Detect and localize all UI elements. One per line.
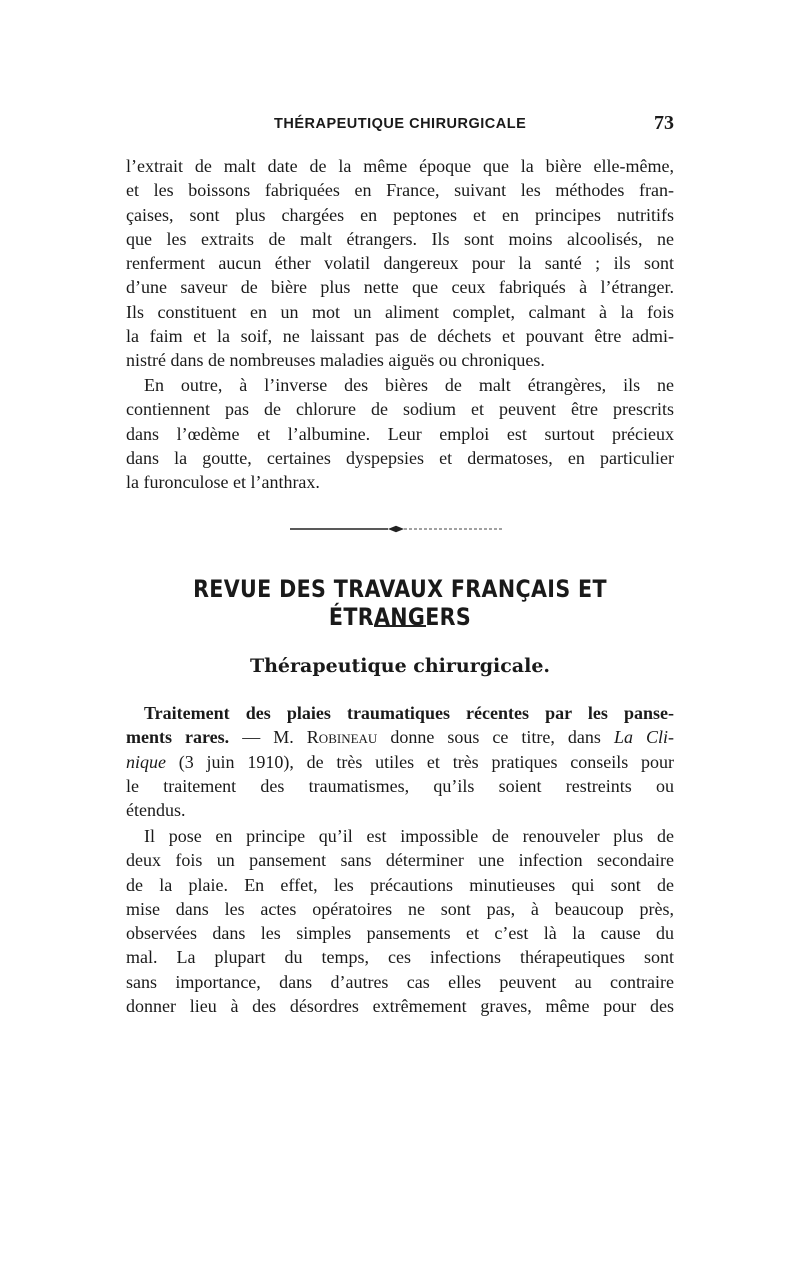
text-line: En outre, à l’inverse des bières de malt étrangères, ils ne <box>144 375 674 395</box>
text-line: le traitement des traumatismes, qu’ils soient restreints ou <box>126 775 674 796</box>
section-title: REVUE DES TRAVAUX FRANÇAIS ET ÉTRANGERS <box>193 575 607 631</box>
text-line: de la plaie. En effet, les précautions minutieuses qui sont de <box>126 874 674 895</box>
paragraph-malt-extract <box>126 154 674 373</box>
text-line: dans la goutte, certaines dyspepsies et dermatoses, en particulier <box>126 447 674 468</box>
text-line: dans l’œdème et l’albumine. Leur emploi est surtout précieux <box>126 423 674 444</box>
text-line: renferment aucun éther volatil dangereux pour la santé ; ils sont <box>126 253 674 274</box>
running-title: THÉRAPEUTIQUE CHIRURGICALE <box>274 116 527 132</box>
text-line: Il pose en principe qu’il est impossible de renouveler plus de <box>144 826 674 846</box>
article-title-line: Traitement des plaies traumatiques récentes par les panse- <box>144 703 674 723</box>
text-line <box>126 725 674 749</box>
text-line: çaises, sont plus chargées en peptones et en principes nutritifs <box>126 204 674 225</box>
text-line: la furonculose et l’anthrax. <box>126 472 320 493</box>
text-line: contiennent pas de chlorure de sodium et peuvent être prescrits <box>126 399 674 420</box>
text-line: et les boissons fabriquées en France, suivant les méthodes fran- <box>126 180 674 201</box>
text-fragment: donne sous ce titre, dans <box>377 727 614 748</box>
text-line: deux fois un pansement sans déterminer une infection secondaire <box>126 850 674 871</box>
article-paragraph <box>126 701 674 822</box>
article-title-end: ments rares. <box>126 727 230 748</box>
text-line: donner lieu à des désordres extrêmement graves, même pour des <box>126 996 674 1017</box>
text-line: l’extrait de malt date de la même époque que la bière elle-même, <box>126 156 674 176</box>
text-line: la faim et la soif, ne laissant pas de déchets et pouvant être admi- <box>126 326 674 347</box>
subsection-title: Thérapeutique chirurgicale. <box>249 655 551 677</box>
paragraph-inverse <box>126 373 674 494</box>
text-line: observées dans les simples pansements et c’est là la cause du <box>126 923 674 944</box>
text-fragment: (3 juin 1910), de très utiles et très pratiques conseils pour <box>166 751 674 772</box>
page-number: 73 <box>654 112 674 134</box>
short-rule <box>374 625 426 627</box>
text-line: que les extraits de malt étrangers. Ils sont moins alcoolisés, ne <box>126 228 674 249</box>
journal-name: La Cli- <box>613 727 674 748</box>
text-line: nistré dans de nombreuses maladies aiguës ou chroniques. <box>126 350 545 371</box>
text-line: d’une saveur de bière plus nette que ceux fabriqués à l’étranger. <box>126 277 674 298</box>
paragraph-principle <box>126 824 674 1018</box>
text-line: mal. La plupart du temps, ces infections thérapeutiques sont <box>126 947 674 968</box>
text-line: étendus. <box>126 800 186 821</box>
journal-name-cont: nique <box>126 751 166 772</box>
text-line: Ils constituent en un mot un aliment complet, calmant à la fois <box>126 301 674 322</box>
text-line: mise dans les actes opératoires ne sont pas, à beaucoup près, <box>126 898 674 919</box>
text-line <box>126 750 674 774</box>
dash-text: — M. <box>229 727 307 748</box>
running-header <box>126 112 674 140</box>
text-line <box>126 701 674 725</box>
author-name: Robineau <box>306 727 378 748</box>
ornamental-rule <box>290 525 504 533</box>
text-line: sans importance, dans d’autres cas elles peuvent au contraire <box>126 971 674 992</box>
